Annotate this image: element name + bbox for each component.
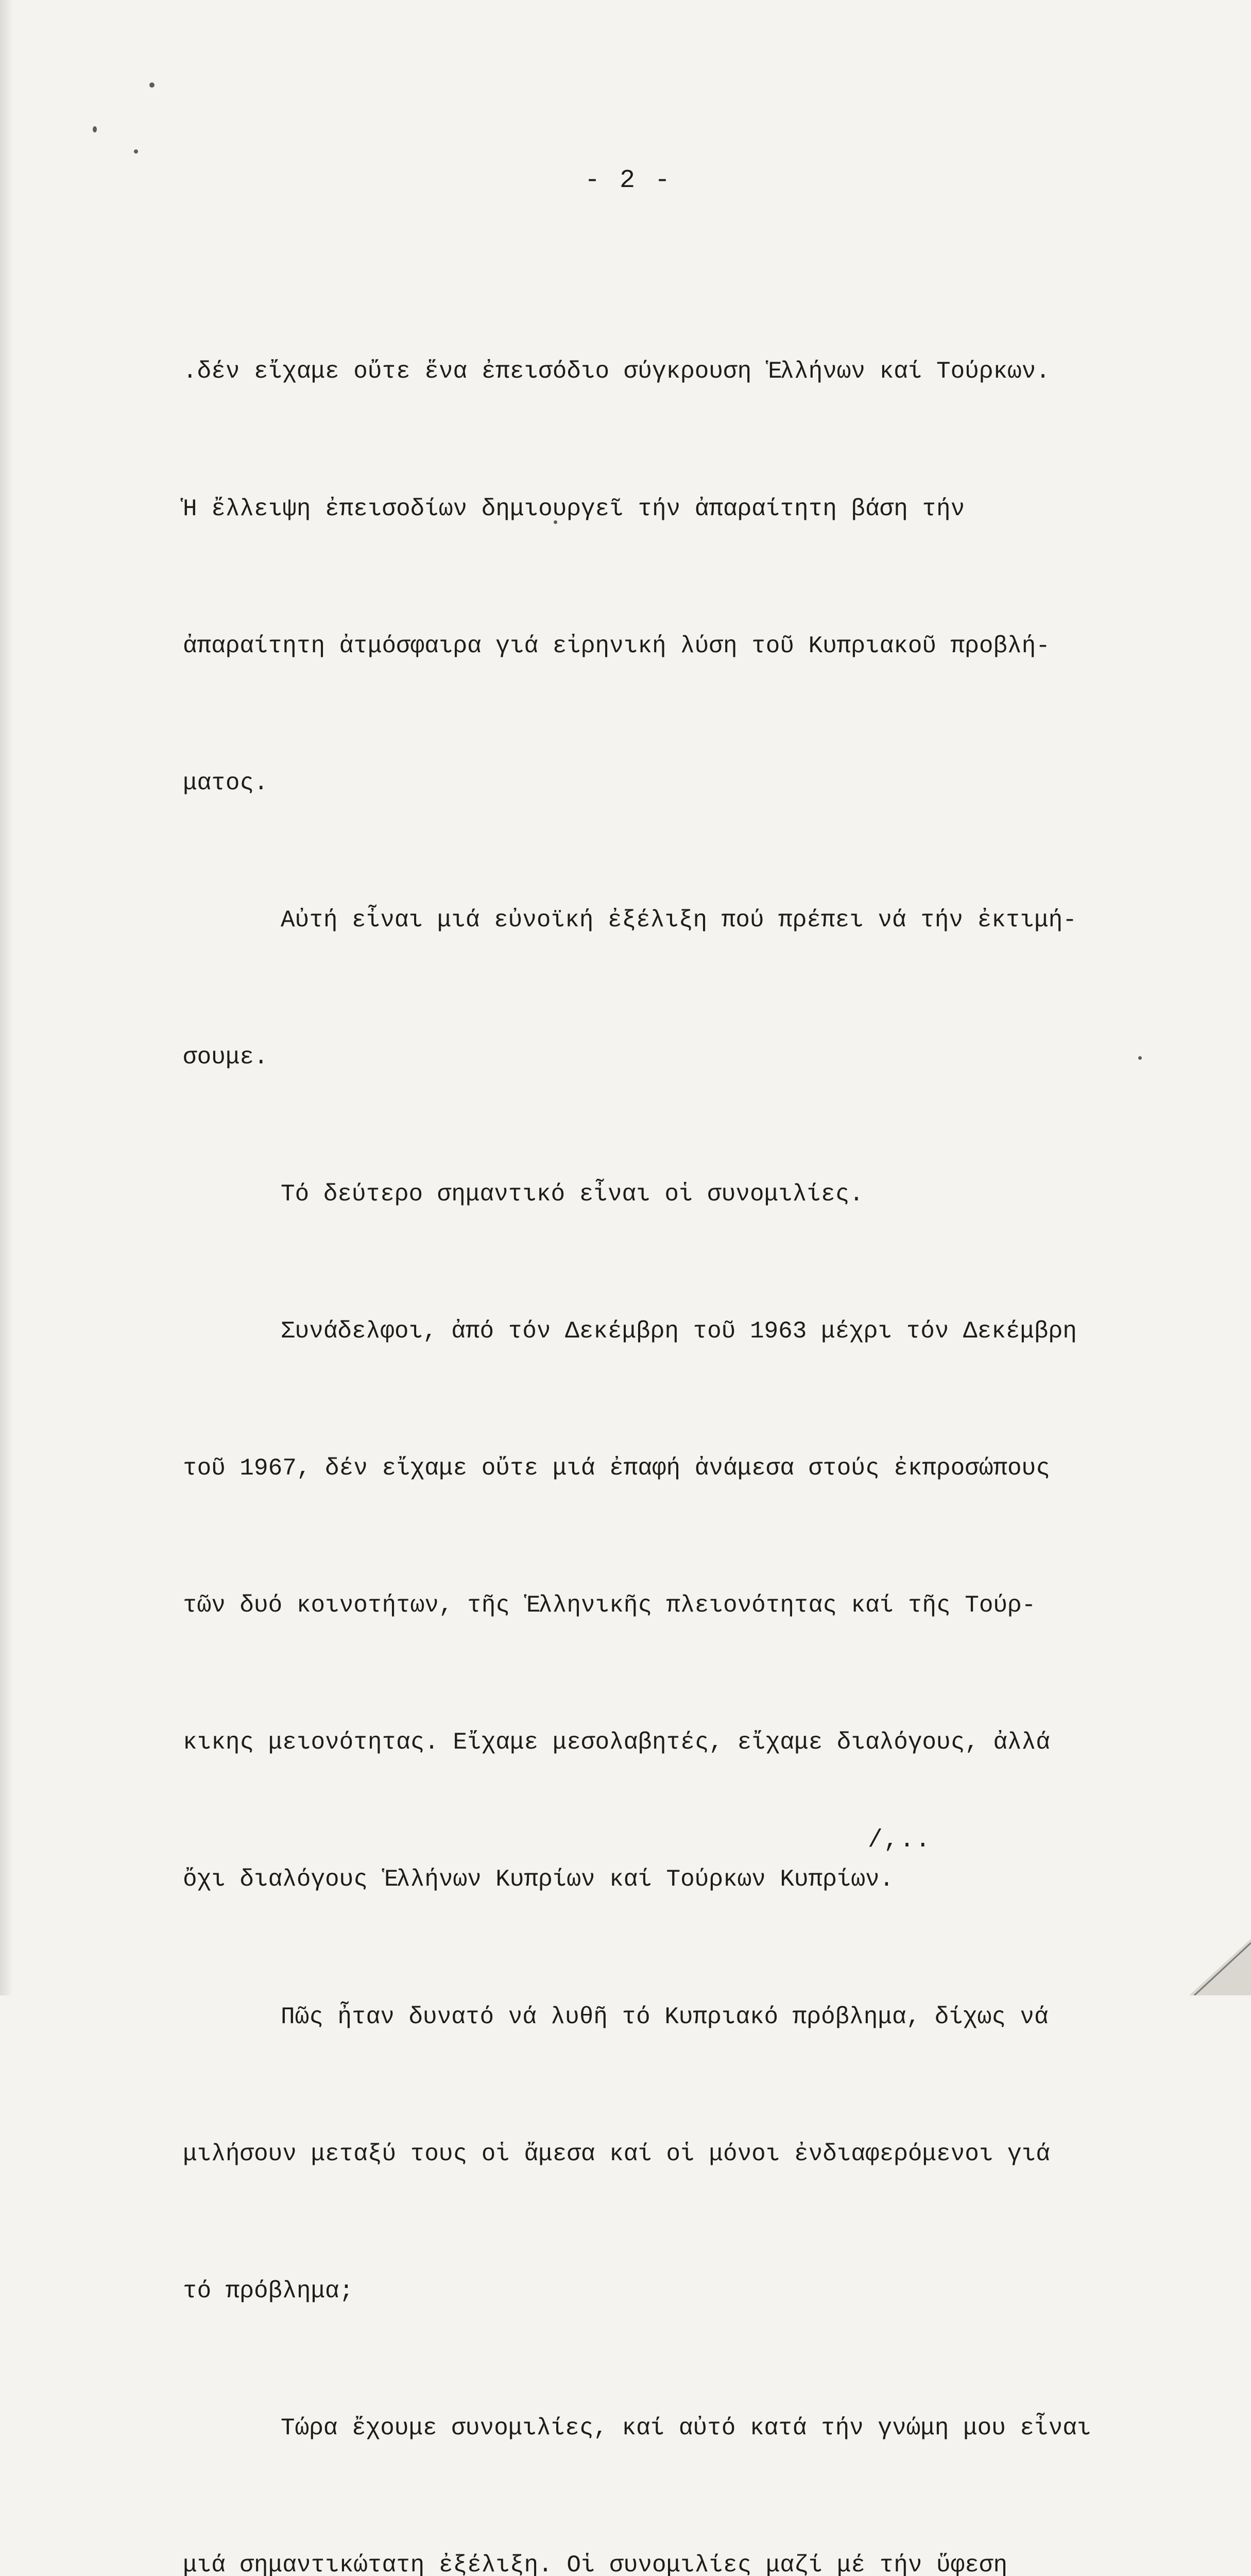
scan-speck <box>93 126 97 132</box>
page-corner-curl <box>1189 1939 1251 1995</box>
document-body <box>183 258 1177 2576</box>
page-number: - 2 - <box>584 166 673 195</box>
text-line: ὄχι διαλόγους Ἑλλήνων Κυπρίων καί Τούρκων Κυπρίων. <box>183 1866 894 1893</box>
text-line: τῶν δυό κοινοτήτων, τῆς Ἑλληνικῆς πλειονότητας καί τῆς Τούρ- <box>183 1592 1036 1619</box>
scan-speck <box>149 82 155 88</box>
text-line: Τώρα ἔχουμε συνομιλίες, καί αὐτό κατά τήν γνώμη μου εἶναι <box>281 2414 1091 2442</box>
text-line: σουμε. <box>183 1043 268 1071</box>
scan-edge-shadow <box>0 0 13 1995</box>
text-line: Αὐτή εἶναι μιά εὐνοϊκή ἐξέλιξη πού πρέπει νά τήν ἐκτιμή- <box>281 906 1077 934</box>
text-line: Τό δεύτερο σημαντικό εἶναι οἱ συνομιλίες. <box>281 1180 864 1208</box>
text-line: κικης μειονότητας. Εἴχαμε μεσολαβητές, εἴχαμε διαλόγους, ἀλλά <box>183 1729 1050 1756</box>
text-line: Ἡ ἔλλειψη ἐπεισοδίων δημιουργεῖ τήν ἀπαραίτητη βάση τήν <box>183 495 965 522</box>
text-line: Συνάδελφοι, ἀπό τόν Δεκέμβρη τοῦ 1963 μέχρι τόν Δεκέμβρη <box>281 1318 1077 1345</box>
text-line: ματος. <box>183 769 268 796</box>
continuation-mark: /,.. <box>868 1826 932 1854</box>
text-line: Πῶς ἦταν δυνατό νά λυθῆ τό Κυπριακό πρόβλημα, δίχως νά <box>281 2003 1049 2030</box>
text-line: τοῦ 1967, δέν εἴχαμε οὔτε μιά ἐπαφή ἀνάμεσα στούς ἐκπροσώπους <box>183 1455 1050 1482</box>
text-line: ἀπαραίτητη ἀτμόσφαιρα γιά εἰρηνική λύση τοῦ Κυπριακοῦ προβλή- <box>183 632 1050 659</box>
text-line: τό πρόβλημα; <box>183 2277 354 2304</box>
scan-speck <box>134 149 138 154</box>
text-line: μιλήσουν μεταξύ τους οἱ ἄμεσα καί οἱ μόνοι ἐνδιαφερόμενοι γιά <box>183 2140 1050 2167</box>
text-line: .δέν εἴχαμε οὔτε ἕνα ἐπεισόδιο σύγκρουση Ἑλλήνων καί Τούρκων. <box>183 358 1050 385</box>
text-line: μιά σημαντικώτατη ἐξέλιξη. Οἱ συνομιλίες μαζί μέ τήν ὕφεση <box>183 2551 1008 2576</box>
